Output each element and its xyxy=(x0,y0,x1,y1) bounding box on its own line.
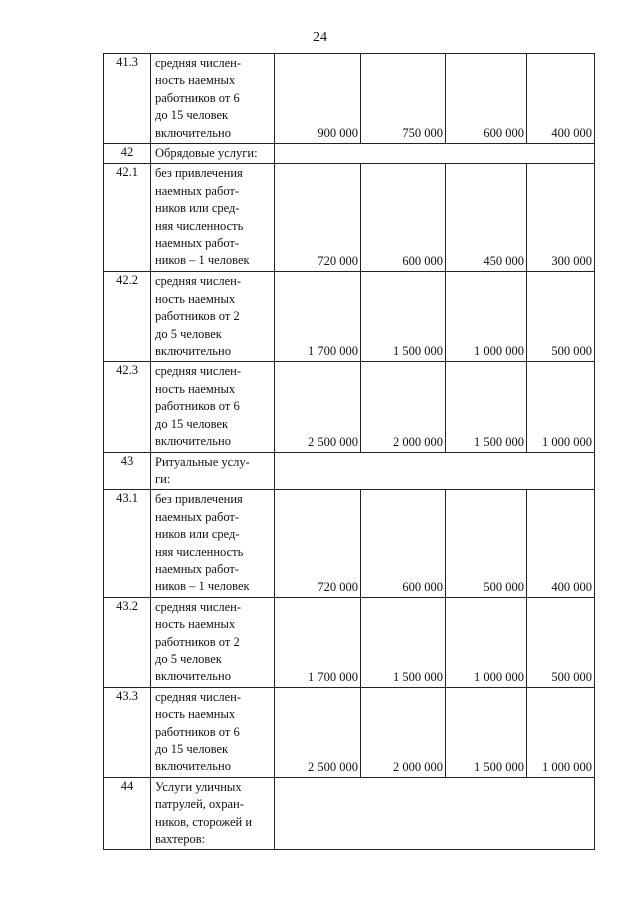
value-cell: 1 000 000 xyxy=(527,362,595,452)
table-row xyxy=(104,272,595,362)
value-cell: 1 500 000 xyxy=(446,687,527,777)
row-number: 42.1 xyxy=(104,164,151,272)
row-number: 42.3 xyxy=(104,362,151,452)
value-cell: 400 000 xyxy=(527,54,595,144)
value-cell: 1 000 000 xyxy=(446,597,527,687)
value-cell: 1 500 000 xyxy=(446,362,527,452)
row-number: 43.1 xyxy=(104,490,151,597)
value-cell: 600 000 xyxy=(361,164,446,272)
value-cell: 720 000 xyxy=(275,490,361,597)
table-row xyxy=(104,490,595,597)
row-number: 42.2 xyxy=(104,272,151,362)
value-cell: 500 000 xyxy=(527,272,595,362)
value-cell: 900 000 xyxy=(275,54,361,144)
row-description: Ритуальные услу- ги: xyxy=(151,452,275,490)
row-description: Обрядовые услуги: xyxy=(151,144,275,164)
value-cell: 2 500 000 xyxy=(275,687,361,777)
section-row xyxy=(104,777,595,850)
row-description: без привлечения наемных работ- ников или сред- няя численность наемных работ- ников – 1 человек xyxy=(151,164,275,272)
page-number: 24 xyxy=(313,30,327,45)
section-row xyxy=(104,144,595,164)
empty-merged-cell xyxy=(275,144,595,164)
tariff-table xyxy=(103,53,595,850)
row-number: 43.2 xyxy=(104,597,151,687)
row-description: средняя числен- ность наемных работников от 6 до 15 человек включительно xyxy=(151,54,275,144)
row-description: Услуги уличных патрулей, охран- ников, сторожей и вахтеров: xyxy=(151,777,275,850)
value-cell: 300 000 xyxy=(527,164,595,272)
row-number: 44 xyxy=(104,777,151,850)
value-cell: 600 000 xyxy=(446,54,527,144)
value-cell: 450 000 xyxy=(446,164,527,272)
value-cell: 400 000 xyxy=(527,490,595,597)
value-cell: 500 000 xyxy=(527,597,595,687)
section-row xyxy=(104,452,595,490)
table-row xyxy=(104,597,595,687)
table-row xyxy=(104,54,595,144)
table-row xyxy=(104,362,595,452)
value-cell: 720 000 xyxy=(275,164,361,272)
empty-merged-cell xyxy=(275,452,595,490)
value-cell: 2 000 000 xyxy=(361,687,446,777)
value-cell: 2 500 000 xyxy=(275,362,361,452)
row-description: без привлечения наемных работ- ников или сред- няя численность наемных работ- ников – 1 человек xyxy=(151,490,275,597)
value-cell: 500 000 xyxy=(446,490,527,597)
value-cell: 1 500 000 xyxy=(361,597,446,687)
row-number: 43.3 xyxy=(104,687,151,777)
table-row xyxy=(104,164,595,272)
row-number: 43 xyxy=(104,452,151,490)
row-description: средняя числен- ность наемных работников от 6 до 15 человек включительно xyxy=(151,687,275,777)
value-cell: 1 000 000 xyxy=(527,687,595,777)
value-cell: 600 000 xyxy=(361,490,446,597)
value-cell: 2 000 000 xyxy=(361,362,446,452)
empty-merged-cell xyxy=(275,777,595,850)
row-description: средняя числен- ность наемных работников от 2 до 5 человек включительно xyxy=(151,272,275,362)
table-row xyxy=(104,687,595,777)
row-number: 41.3 xyxy=(104,54,151,144)
value-cell: 1 700 000 xyxy=(275,597,361,687)
value-cell: 750 000 xyxy=(361,54,446,144)
value-cell: 1 000 000 xyxy=(446,272,527,362)
row-number: 42 xyxy=(104,144,151,164)
value-cell: 1 500 000 xyxy=(361,272,446,362)
row-description: средняя числен- ность наемных работников от 2 до 5 человек включительно xyxy=(151,597,275,687)
row-description: средняя числен- ность наемных работников от 6 до 15 человек включительно xyxy=(151,362,275,452)
value-cell: 1 700 000 xyxy=(275,272,361,362)
